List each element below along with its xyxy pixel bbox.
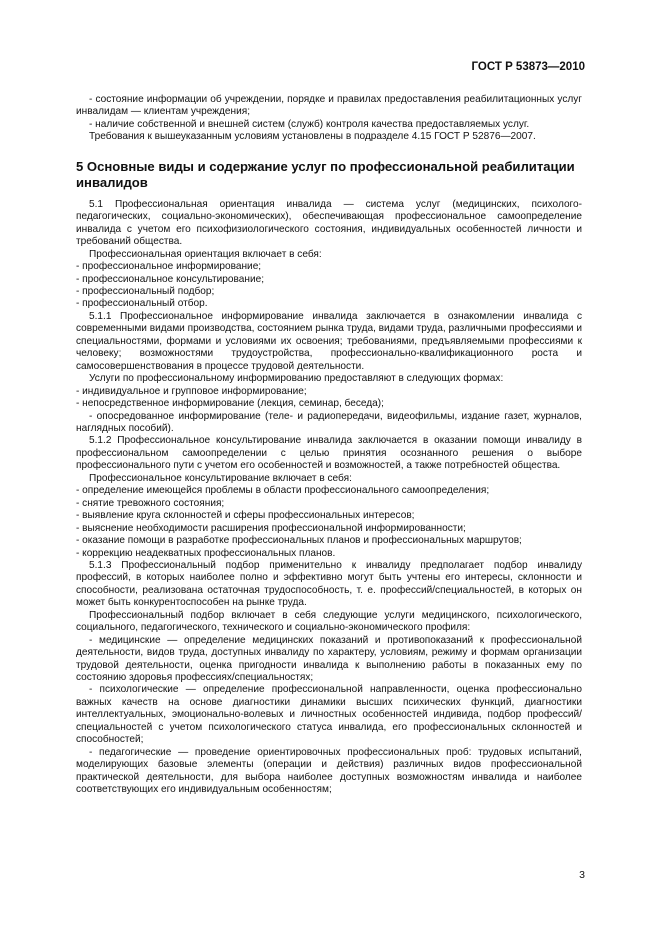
paragraph: 5.1.3 Профессиональный подбор применительно к инвалиду предполагает подбор инвалиду профессий, в которых наиболее полно и эффективно могут быть учтены его интересы, склонности и способности, реализована остаточная трудоспособность, т. е. профессий/специальностей, в которых он может быть конкурентоспособен на рынке труда.	[76, 559, 582, 609]
paragraph: 5.1 Профессиональная ориентация инвалида — система услуг (медицинских, психолого-педагогических, социально-экономических), обеспечивающая профессиональное самоопределение инвалида с учетом его психофизиологического состояния, индивидуальных особенностей личности и требований общества.	[76, 198, 582, 248]
section-body	[76, 199, 582, 797]
paragraph: - медицинские — определение медицинских показаний и противопоказаний к профессиональной деятельности, видов труда, доступных инвалиду по характеру, условиям, режиму и формам организации трудовой деятельности, оценка пригодности инвалида к выполнению работы в показанных ему по состоянию здоровья профессиях/специальностях;	[76, 634, 582, 684]
paragraph: Требования к вышеуказанным условиям установлены в подразделе 4.15 ГОСТ Р 52876—2007.	[89, 131, 536, 143]
page-number: 3	[579, 869, 585, 881]
intro-block	[76, 94, 582, 144]
list-item: - наличие собственной и внешней систем (служб) контроля качества предоставляемых услуг.	[89, 118, 530, 130]
paragraph: - психологические — определение профессиональной направленности, оценка профессионально важных качеств на основе диагностики динамики высших психических функций, диагностики интеллектуальных, эмоционально-волевых и личностных особенностей индивида, подбор профессий/специальностей с учетом психологического статуса инвалида, его профессиональных склонностей и способностей;	[76, 684, 582, 746]
list-item: - коррекцию неадекватных профессиональных планов.	[76, 547, 336, 559]
list-item: - оказание помощи в разработке профессиональных планов и профессиональных маршрутов;	[76, 535, 522, 547]
list-item: - выявление круга склонностей и сферы профессиональных интересов;	[76, 510, 415, 522]
list-item: - профессиональный подбор;	[76, 285, 215, 297]
list-item: - состояние информации об учреждении, порядке и правилах предоставления реабилитационных услуг инвалидам — клиентам учреждения;	[76, 94, 582, 118]
paragraph: Профессиональное консультирование включает в себя:	[89, 472, 352, 484]
paragraph: Услуги по профессиональному информированию предоставляют в следующих формах:	[89, 373, 504, 385]
list-item: - профессиональное консультирование;	[76, 273, 264, 285]
list-item: - профессиональный отбор.	[76, 298, 208, 310]
list-item: - снятие тревожного состояния;	[76, 497, 225, 509]
paragraph: 5.1.2 Профессиональное консультирование инвалида заключается в оказании помощи инвалиду в профессиональном самоопределении с целью принятия осознанного решения о выборе профессионального пути с учетом его особенностей и возможностей, а также потребностей общества.	[76, 435, 582, 472]
page-content	[76, 94, 582, 797]
paragraph: Профессиональный подбор включает в себя следующие услуги медицинского, психологического, социального, педагогического, технического и социально-экономического профиля:	[76, 609, 582, 634]
section-heading: 5 Основные виды и содержание услуг по профессиональной реабилитации инвалидов	[76, 158, 575, 190]
paragraph: Профессиональная ориентация включает в себя:	[89, 248, 322, 260]
paragraph: - педагогические — проведение ориентировочных профессиональных проб: трудовых испытаний, моделирующих базовые элементы (операции и действия) различных видов профессиональной практической деятельности, для выбора наиболее доступных возможностям инвалида и наиболее соответствующих его индивидуальным особенностям;	[76, 746, 582, 796]
list-item: - опосредованное информирование (теле- и радиопередачи, видеофильмы, издание газет, журналов, наглядных пособий).	[76, 410, 582, 434]
document-standard-number: ГОСТ Р 53873—2010	[471, 61, 585, 73]
list-item: - выяснение необходимости расширения профессиональной информированности;	[76, 522, 466, 534]
list-item: - индивидуальное и групповое информирование;	[76, 385, 307, 397]
list-item: - определение имеющейся проблемы в области профессионального самоопределения;	[76, 485, 490, 497]
paragraph: 5.1.1 Профессиональное информирование инвалида заключается в ознакомлении инвалида с современными видами производства, состоянием рынка труда, видами труда, различными профессиями и специальностями, формами и условиями их освоения; требованиями, предъявляемыми профессиями к человеку; возможностями трудоустройства, профессионально-квалификационного роста и самосовершенствования в процессе трудовой деятельности.	[76, 310, 582, 372]
list-item: - профессиональное информирование;	[76, 261, 262, 273]
list-item: - непосредственное информирование (лекция, семинар, беседа);	[76, 398, 384, 410]
